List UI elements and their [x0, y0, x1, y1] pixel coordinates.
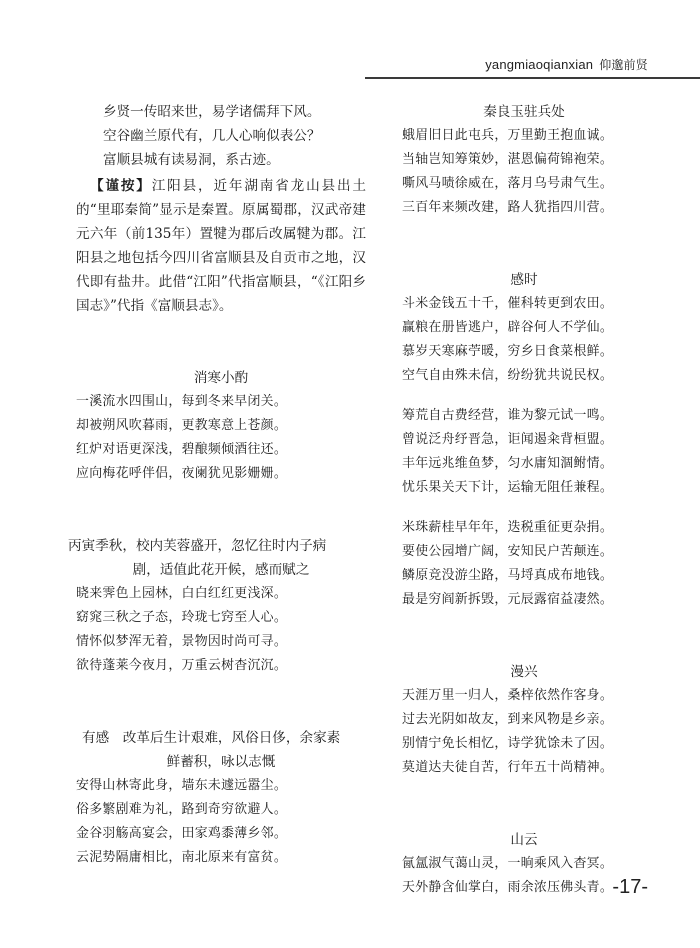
poem-line: 丰年远兆维鱼梦，匀水庸知涸鲋情。	[402, 456, 614, 471]
poem-line: 一溪流水四围山，每到冬来早闭关。	[76, 394, 288, 409]
poem-line: 云泥势隔庸相比，南北原来有富贫。	[76, 850, 288, 865]
poem-line: 红炉对语更深浅，碧酿频倾酒往还。	[76, 442, 288, 457]
poem-line: 当轴岂知筹策妙，湛恩偏荷锦袍荣。	[402, 152, 614, 167]
poem-line: 慕岁天寒麻苧暖，穷乡日食菜根鲜。	[402, 344, 614, 359]
editor-note-body: 江阳县，近年湖南省龙山县出土的“里耶秦简”显示是秦置。原属蜀郡，汉武帝建元六年（前135年）置犍为郡后改属犍为郡。江阳县之地包括今四川省富顺县及自贡市之地，汉代即有盐井。此借“江阳”代指富顺县，“《江阳乡国志》”代指《富顺县志》。	[76, 178, 367, 314]
poem-line: 别情宁免长相忆，诗学犹馀未了因。	[402, 736, 614, 751]
poem-line: 斗米金钱五十千，催科转更到农田。	[402, 296, 614, 311]
running-title-en: yangmiaoqianxian	[485, 57, 594, 72]
poem-line: 鳞原竞没游尘路，马埒真成布地钱。	[402, 568, 614, 583]
poem-line: 窈窕三秋之子态，玲珑七窍至人心。	[76, 610, 288, 625]
page-number: -17-	[612, 876, 648, 898]
poem-line: 要使公园增广阔，安知民户苦颠连。	[402, 544, 614, 559]
intro-line: 乡贤一传昭来世，易学诸儒拜下风。	[103, 104, 321, 120]
poem-line: 晓来霁色上园林，白白红红更浅深。	[76, 586, 288, 601]
poem-title-line: 丙寅季秋，校内芙蓉盛开，忽忆往时内子病	[68, 538, 327, 554]
editor-note	[76, 174, 366, 318]
poem-title-line: 鲜蓄积，咏以志慨	[166, 754, 276, 770]
running-title-cn: 仰邈前贤	[599, 58, 648, 72]
poem-title: 秦良玉驻兵处	[483, 104, 565, 120]
poem-line: 曾说泛舟纾晋急，讵闻遏籴背桓盟。	[402, 432, 614, 447]
header-rule	[365, 77, 700, 79]
poem-line: 空气自由殊未信，纷纷犹共说民权。	[402, 368, 614, 383]
poem-line: 蛾眉旧日此屯兵，万里勤王抱血诚。	[402, 128, 614, 143]
poem-line: 应向梅花呼伴侣，夜阑犹见影姗姗。	[76, 466, 288, 481]
poem-line: 氤氲淑气蔼山灵，一晌乘风入杳冥。	[402, 856, 614, 871]
poem-title: 山云	[510, 832, 538, 848]
poem-line: 过去光阴如故友，到来风物是乡亲。	[402, 712, 614, 727]
poem-line: 金谷羽觞高宴会，田家鸡黍薄乡邻。	[76, 826, 288, 841]
poem-title-line: 有感 改革后生计艰难，风俗日侈，余家素	[82, 730, 341, 746]
intro-line: 空谷幽兰原代有，几人心响似表公？	[103, 128, 321, 144]
poem-line: 天外静含仙掌白，雨余浓压佛头青。	[402, 880, 614, 895]
poem-line: 嘶风马啧徐威在，落月乌号肃气生。	[402, 176, 614, 191]
poem-line: 情怀似梦浑无着，景物因时尚可寻。	[76, 634, 288, 649]
poem-line: 天涯万里一归人，桑梓依然作客身。	[402, 688, 614, 703]
poem-title: 漫兴	[510, 664, 538, 680]
poem-line: 俗多繁剧难为礼，路到奇穷欲避人。	[76, 802, 288, 817]
poem-line: 米珠薪桂早年年，迭税重征更杂捐。	[402, 520, 614, 535]
left-column	[68, 100, 367, 870]
intro-line: 富顺县城有读易洞，系古迹。	[103, 152, 280, 168]
poem-title: 消寒小酌	[193, 370, 249, 386]
poem-line: 赢粮在册皆逃户，辟谷何人不学仙。	[402, 320, 614, 335]
poem-line: 却被朔风吹暮雨，更教寒意上苍颜。	[76, 418, 288, 433]
poem-line: 安得山林寄此身，墙东未遽远嚣尘。	[76, 778, 288, 793]
poem-title-line: 剧，适值此花开候，感而赋之	[132, 562, 310, 578]
poem-line: 筹荒自古费经营，谁为黎元试一鸣。	[402, 408, 614, 423]
right-column	[402, 100, 646, 900]
running-title	[485, 56, 648, 73]
poem-line: 忧乐果关天下计，运输无阻任兼程。	[402, 480, 614, 495]
poem-line: 莫道达夫徒自苦，行年五十尚精神。	[402, 760, 614, 775]
poem-line: 最是穷阎新拆毁，元辰露宿益凄然。	[402, 592, 614, 607]
editor-note-label: 【谨按】	[90, 178, 152, 194]
poem-line: 欲待蓬莱今夜月，万重云树杳沉沉。	[76, 658, 288, 673]
poem-title: 感时	[510, 272, 538, 288]
poem-line: 三百年来频改建，路人犹指四川营。	[402, 200, 614, 215]
page-header	[0, 0, 700, 80]
